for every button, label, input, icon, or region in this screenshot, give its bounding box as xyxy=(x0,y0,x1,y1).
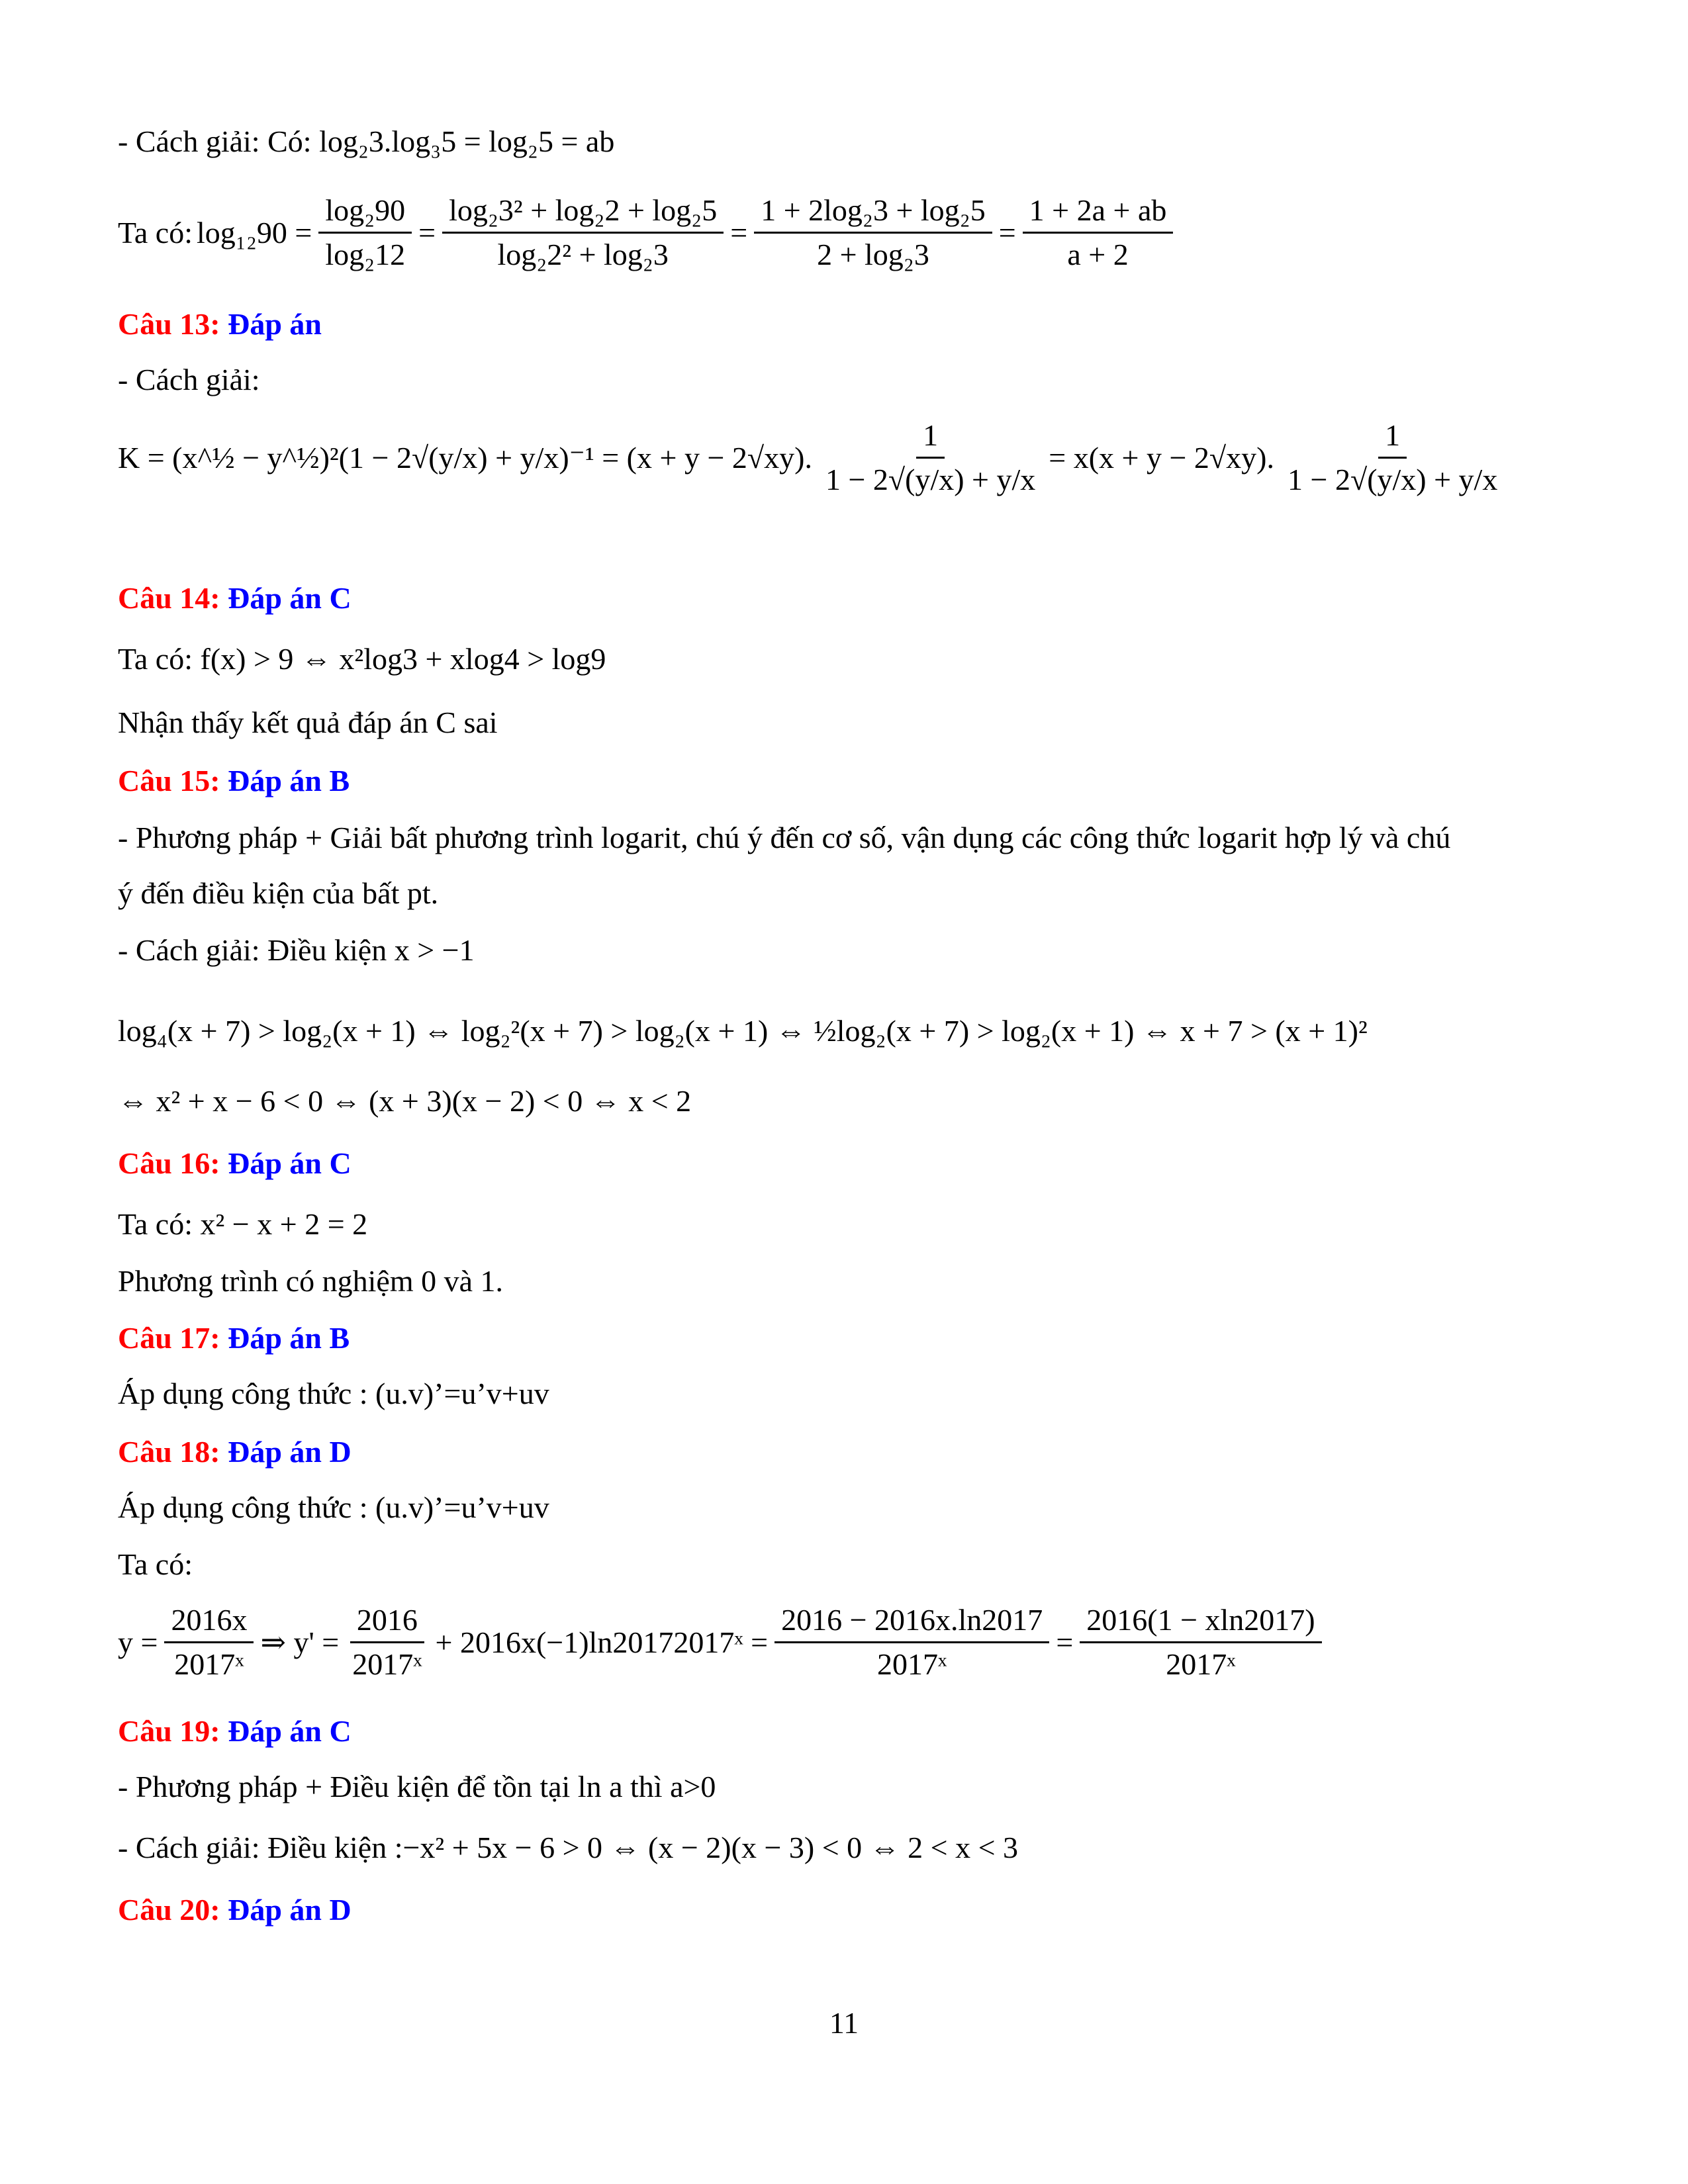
c13-method: - Cách giải: xyxy=(118,363,260,396)
q19-label: Câu 19: xyxy=(118,1714,220,1748)
c18-fraction-4-numerator: 2016(1 − xln2017) xyxy=(1080,1602,1321,1643)
c15-equation-2: ⇔ x² + x − 6 < 0 ⇔ (x + 3)(x − 2) < 0 ⇔ x < 2 xyxy=(118,1084,692,1118)
q14-label: Câu 14: xyxy=(118,581,220,615)
q20-heading xyxy=(118,1891,352,1929)
c12-method-text: - Cách giải: Có: xyxy=(118,124,320,158)
q15-label: Câu 15: xyxy=(118,764,220,797)
q13-answer: Đáp án xyxy=(228,307,322,341)
c12-fraction-4 xyxy=(1023,192,1174,273)
c14-taco-label: Ta có: xyxy=(118,642,201,676)
q13-heading xyxy=(118,306,322,343)
c15-equation-1: log₄(x + 7) > log₂(x + 1) ⇔ log₂²(x + 7) > log₂(x + 1) ⇔ ½log₂(x + 7) > log₂(x + 1) ⇔ x + 7 > (x + 1)² xyxy=(118,1014,1368,1048)
c12-equation-1: log₂3.log₃5 = log₂5 = ab xyxy=(319,124,615,158)
c16-taco-label: Ta có: xyxy=(118,1207,201,1241)
c12-fraction-1 xyxy=(318,192,412,273)
c18-fraction-3-numerator: 2016 − 2016x.ln2017 xyxy=(774,1602,1049,1643)
q17-heading xyxy=(118,1320,350,1357)
c13-fraction-2-denominator: 1 − 2√(y/x) + y/x xyxy=(1288,463,1498,496)
c15-method-line-1: - Phương pháp + Giải bất phương trình logarit, chú ý đến cơ số, vận dụng các công thức logarit hợp lý và chú xyxy=(118,821,1451,854)
c14-equation-line xyxy=(118,641,606,678)
c17-note: Áp dụng công thức : (u.v)’=u’v+uv xyxy=(118,1377,549,1410)
c18-fraction-2 xyxy=(346,1602,428,1683)
c12-fraction-2 xyxy=(442,192,724,273)
c18-fraction-2-numerator: 2016 xyxy=(350,1602,424,1643)
q13-label: Câu 13: xyxy=(118,307,220,341)
q14-heading xyxy=(118,580,352,617)
c18-equation-line: y = $\frac{2016x}{\text{2017ˣ}}$ ⇒ y' = $\frac{2016}{\text{2017ˣ}}$ + 2016x(−1)ln20172017ˣ = $\frac{2016 - 2016x.\ln 2017}{\text{2017ˣ}}$ = $\frac{2016(1 - xln2017)}{\text{2017ˣ}}$ xyxy=(118,1602,1329,1683)
c12-method-line xyxy=(118,123,614,160)
c12-fraction-3 xyxy=(754,192,992,273)
c12-lhs: log₁₂90 = xyxy=(197,215,312,250)
c16-equation: x² − x + 2 = 2 xyxy=(200,1207,368,1241)
q15-answer: Đáp án B xyxy=(228,764,350,797)
c12-fraction-3-denominator: 2 + log₂3 xyxy=(817,238,929,271)
c12-fraction-2-numerator: log₂3² + log₂2 + log₂5 xyxy=(442,192,724,234)
c12-taco-label: Ta có: xyxy=(118,215,193,250)
q18-label: Câu 18: xyxy=(118,1435,220,1469)
q19-heading xyxy=(118,1713,352,1750)
c13-fraction-1-numerator: 1 xyxy=(916,417,945,459)
c13-fraction-1 xyxy=(819,417,1042,498)
c18-implies: ⇒ y' = xyxy=(260,1625,340,1659)
c13-K-expression: K = (x^½ − y^½)²(1 − 2√(y/x) + y/x)⁻¹ = (x + y − 2√xy). xyxy=(118,440,812,475)
c16-note: Phương trình có nghiệm 0 và 1. xyxy=(118,1264,504,1298)
q15-heading xyxy=(118,762,350,799)
c13-equation-line xyxy=(118,417,1511,498)
c12-fraction-2-denominator: log₂2² + log₂3 xyxy=(497,238,669,271)
c18-fraction-1-numerator: 2016x xyxy=(164,1602,254,1643)
c15-method-line-2: ý đến điều kiện của bất pt. xyxy=(118,876,439,910)
c18-fraction-1 xyxy=(164,1602,254,1683)
c12-fraction-1-numerator: log₂90 xyxy=(318,192,412,234)
c18-fraction-4-denominator: 2017ˣ xyxy=(1166,1647,1236,1681)
c18-note: Áp dụng công thức : (u.v)’=u’v+uv xyxy=(118,1490,549,1524)
c12-fraction-4-numerator: 1 + 2a + ab xyxy=(1023,192,1174,234)
c13-middle-expression: = x(x + y − 2√xy). xyxy=(1049,440,1274,475)
q20-answer: Đáp án D xyxy=(228,1893,352,1927)
c16-equation-line xyxy=(118,1206,367,1243)
c18-fraction-3 xyxy=(774,1602,1049,1683)
c12-fraction-4-denominator: a + 2 xyxy=(1067,238,1129,271)
c13-fraction-2-numerator: 1 xyxy=(1378,417,1407,459)
c12-equation-2-line: Ta có: log₁₂90 = $\frac{\text{log₂90}}{\text{log₂12}}$ = $\frac{\text{log₂3² + log₂2 + log₂5}}{\text{log₂2² + log₂3}}$ = $\frac{\text{1 + 2log₂3 + log₂5}}{\text{2 + log₂3}}$ = $\frac{1 + 2a + ab}{a + 2}$ xyxy=(118,192,1180,273)
c15-condition: - Cách giải: Điều kiện x > −1 xyxy=(118,933,475,967)
q19-answer: Đáp án C xyxy=(228,1714,352,1748)
q20-label: Câu 20: xyxy=(118,1893,220,1927)
c12-fraction-3-numerator: 1 + 2log₂3 + log₂5 xyxy=(754,192,992,234)
c19-condition: - Cách giải: Điều kiện :−x² + 5x − 6 > 0 ⇔ (x − 2)(x − 3) < 0 ⇔ 2 < x < 3 xyxy=(118,1831,1019,1864)
q16-label: Câu 16: xyxy=(118,1146,220,1180)
c18-fraction-4 xyxy=(1080,1602,1321,1683)
c14-equation: f(x) > 9 ⇔ x²log3 + xlog4 > log9 xyxy=(200,642,606,676)
q17-answer: Đáp án B xyxy=(228,1321,350,1355)
c18-middle: + 2016x(−1)ln20172017ˣ = xyxy=(435,1625,769,1659)
c18-y: y = xyxy=(118,1625,158,1659)
q18-heading xyxy=(118,1433,352,1471)
c14-note: Nhận thấy kết quả đáp án C sai xyxy=(118,705,498,739)
q16-answer: Đáp án C xyxy=(228,1146,352,1180)
c18-fraction-1-denominator: 2017ˣ xyxy=(174,1647,244,1681)
c18-fraction-3-denominator: 2017ˣ xyxy=(877,1647,947,1681)
c18-taco-label: Ta có: xyxy=(118,1547,193,1581)
c13-fraction-1-denominator: 1 − 2√(y/x) + y/x xyxy=(825,463,1036,496)
q17-label: Câu 17: xyxy=(118,1321,220,1355)
q14-answer: Đáp án C xyxy=(228,581,352,615)
q16-heading xyxy=(118,1145,352,1182)
c18-fraction-2-denominator: 2017ˣ xyxy=(352,1647,422,1681)
c12-fraction-1-denominator: log₂12 xyxy=(325,238,406,271)
q18-answer: Đáp án D xyxy=(228,1435,352,1469)
page-number: 11 xyxy=(829,2006,859,2040)
c13-fraction-2 xyxy=(1281,417,1504,498)
c19-method: - Phương pháp + Điều kiện để tồn tại ln a thì a>0 xyxy=(118,1770,716,1803)
